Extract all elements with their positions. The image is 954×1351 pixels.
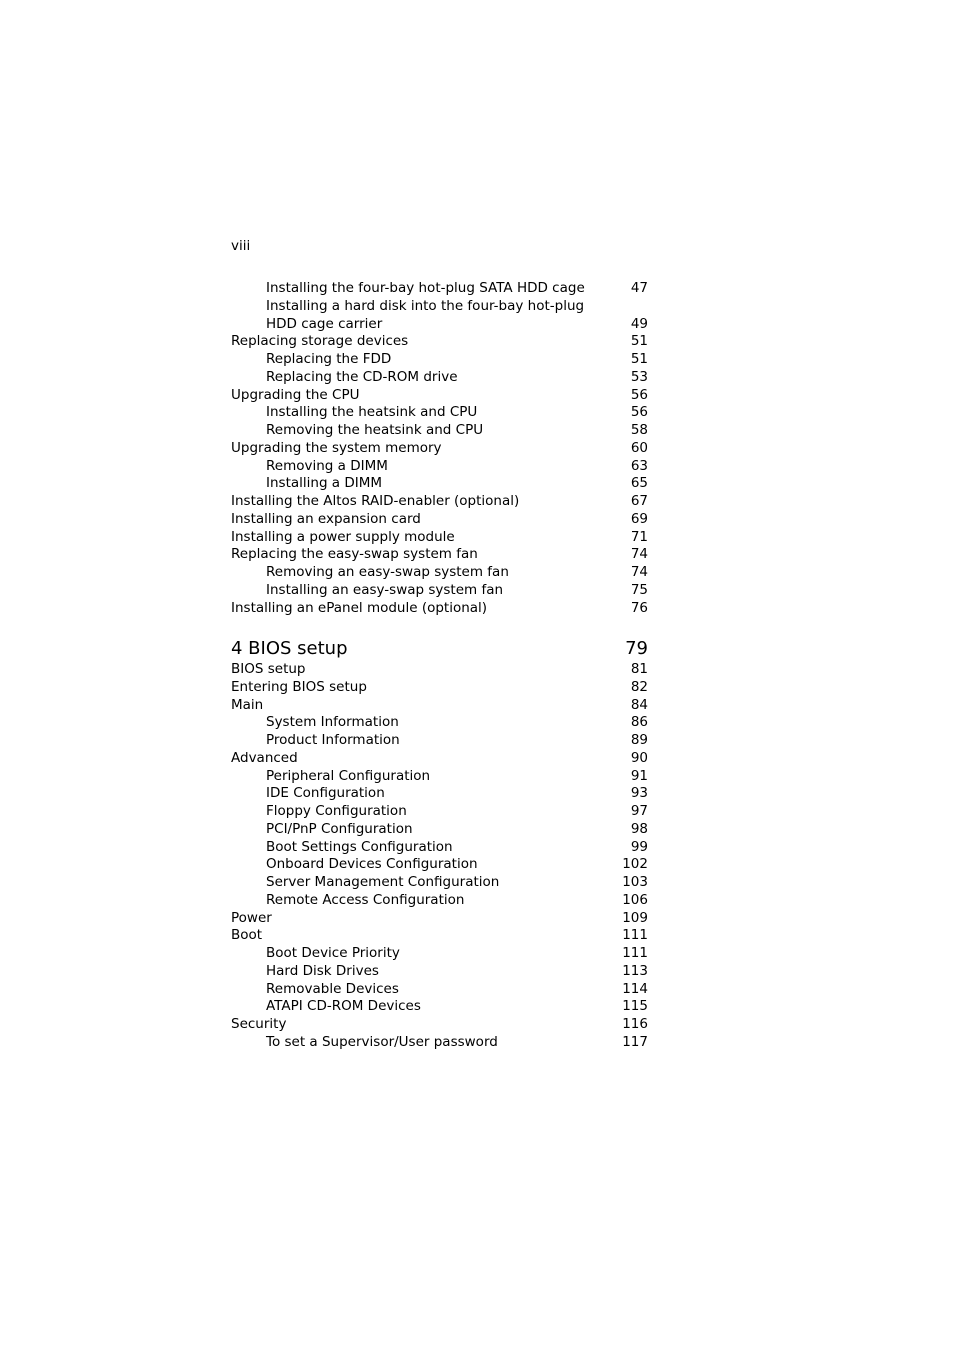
page-number: viii [231, 238, 251, 254]
toc-entry[interactable] [231, 732, 648, 750]
toc-entry-page: 81 [630, 661, 648, 677]
toc-entry-label: Installing an expansion card [231, 510, 421, 527]
toc-entry-label: Installing a hard disk into the four-bay hot-plug [266, 297, 585, 314]
toc-section-bios-setup [231, 636, 648, 1052]
toc-entry-label: Replacing the FDD [266, 351, 392, 367]
toc-entry[interactable] [231, 351, 648, 369]
toc-entry-label: System Information [266, 714, 399, 731]
toc-entry-label: Peripheral Configuration [266, 767, 431, 784]
toc-entry-label: Boot Settings Configuration [266, 838, 453, 855]
toc-entry-label: Main [231, 696, 264, 713]
toc-entry[interactable] [231, 404, 648, 422]
toc-entry-page: 53 [630, 368, 648, 385]
toc-entry[interactable] [231, 422, 648, 440]
toc-section-storage-cpu-memory [231, 280, 648, 617]
toc-entry[interactable] [231, 511, 648, 529]
toc-entry-label: Advanced [231, 749, 298, 766]
toc-entry[interactable] [231, 803, 648, 821]
toc-entry-page: 65 [630, 475, 648, 492]
chapter-title: 4 BIOS setup [231, 638, 348, 659]
toc-entry-label: Boot [231, 927, 263, 944]
toc-entry-label: Server Management Configuration [266, 874, 500, 890]
toc-entry-page: 75 [630, 581, 648, 598]
toc-entry-page: 109 [622, 909, 648, 926]
toc-entry-label: Installing the heatsink and CPU [266, 404, 478, 421]
toc-entry-page: 69 [630, 510, 648, 527]
toc-entry-label: Installing a power supply module [231, 528, 455, 545]
toc-entry[interactable] [231, 892, 648, 910]
toc-entry-label: Removing the heatsink and CPU [266, 422, 484, 438]
toc-entry[interactable] [231, 679, 648, 697]
toc-entry-label: Product Information [266, 732, 400, 748]
toc-entry-label: Installing the four-bay hot-plug SATA HDD cage [266, 280, 585, 296]
toc-entry-page: 114 [622, 980, 648, 997]
toc-entry[interactable] [231, 910, 648, 928]
toc-entry-page: 98 [630, 820, 648, 837]
toc-entry-page: 102 [622, 856, 648, 873]
toc-entry-label: Installing an ePanel module (optional) [231, 599, 488, 616]
toc-entry-page: 111 [622, 927, 648, 944]
toc-entry-label: HDD cage carrier [266, 315, 383, 332]
toc-entry[interactable] [231, 998, 648, 1016]
toc-entry-page: 56 [630, 386, 648, 403]
chapter-heading[interactable] [231, 636, 648, 661]
toc-entry-label: Replacing storage devices [231, 333, 409, 350]
toc-entry-page: 60 [630, 439, 648, 456]
toc-entry-page: 49 [630, 315, 648, 332]
toc-entry[interactable] [231, 697, 648, 715]
toc-entry[interactable] [231, 369, 648, 387]
toc-entry-page: 93 [630, 785, 648, 802]
toc-entry[interactable] [231, 316, 648, 334]
toc-entry[interactable] [231, 493, 648, 511]
toc-entry-label: Replacing the easy-swap system fan [231, 546, 478, 563]
toc-entry-label: ATAPI CD-ROM Devices [266, 998, 421, 1015]
toc-entry-page: 86 [630, 714, 648, 731]
toc-entry-label: To set a Supervisor/User password [266, 1033, 498, 1050]
toc-entry-page: 106 [622, 891, 648, 908]
toc-entry-page: 58 [630, 422, 648, 438]
toc-entry[interactable] [231, 564, 648, 582]
toc-entry-label: Installing a DIMM [266, 475, 383, 492]
toc-entry-label: Upgrading the CPU [231, 386, 360, 403]
toc-entry-page: 82 [630, 678, 648, 695]
toc-entry[interactable] [231, 582, 648, 600]
toc-entry-page: 51 [630, 351, 648, 367]
toc-entry-page: 117 [622, 1033, 648, 1050]
toc-entry-label: Installing the Altos RAID-enabler (optional) [231, 493, 520, 509]
toc-entry-page: 74 [630, 546, 648, 563]
toc-entry-page: 111 [622, 945, 648, 961]
toc-entry[interactable] [231, 714, 648, 732]
toc-entry-label: Remote Access Configuration [266, 891, 465, 908]
toc-entry-label: Security [231, 1016, 287, 1032]
toc-entry-label: Replacing the CD-ROM drive [266, 368, 458, 385]
toc-entry-page: 74 [630, 564, 648, 580]
toc-entry-page: 116 [622, 1016, 648, 1032]
toc-entry-page: 56 [630, 404, 648, 421]
toc-entry[interactable] [231, 821, 648, 839]
toc-entry-page: 63 [630, 457, 648, 474]
toc-entry-label: Upgrading the system memory [231, 439, 442, 456]
toc-entry[interactable] [231, 661, 648, 679]
toc-entry-page: 115 [622, 998, 648, 1015]
toc-entry[interactable] [231, 768, 648, 786]
toc-entry-label: Removing a DIMM [266, 457, 388, 474]
toc-entry-page: 113 [622, 962, 648, 979]
toc-entry-label: Removable Devices [266, 980, 399, 997]
toc-entry[interactable] [231, 1034, 648, 1052]
toc-entry[interactable] [231, 927, 648, 945]
toc-entry-page: 76 [630, 599, 648, 616]
toc-entry-label: Floppy Configuration [266, 803, 407, 819]
toc-entry[interactable] [231, 440, 648, 458]
toc-entry-label: Power [231, 909, 272, 926]
toc-entry[interactable] [231, 387, 648, 405]
toc-entry-label: Hard Disk Drives [266, 962, 379, 979]
toc-entry-label: BIOS setup [231, 661, 306, 677]
toc-entries [231, 661, 648, 1052]
toc-entry[interactable] [231, 874, 648, 892]
toc-entry-label: Removing an easy-swap system fan [266, 564, 509, 580]
toc-entry-label: Boot Device Priority [266, 945, 400, 961]
toc-entry[interactable] [231, 945, 648, 963]
toc-entry-page: 90 [630, 749, 648, 766]
toc-entry[interactable] [231, 981, 648, 999]
toc-entry[interactable] [231, 600, 648, 618]
toc-entry-page: 71 [630, 528, 648, 545]
toc-entry[interactable] [231, 785, 648, 803]
toc-entry[interactable] [231, 458, 648, 476]
toc-entry-page: 84 [630, 696, 648, 713]
toc-entry-label: IDE Configuration [266, 785, 385, 802]
toc-entry-page: 99 [630, 838, 648, 855]
toc-entry[interactable] [231, 963, 648, 981]
toc-entry-page: 67 [630, 493, 648, 509]
toc-entry[interactable] [231, 333, 648, 351]
toc-entry[interactable] [231, 529, 648, 547]
chapter-page-number: 79 [625, 638, 648, 659]
toc-entry-page: 89 [630, 732, 648, 748]
toc-entry-label: PCI/PnP Configuration [266, 820, 413, 837]
toc-entry-label: Installing an easy-swap system fan [266, 581, 504, 598]
toc-entry[interactable] [231, 856, 648, 874]
toc-entry[interactable] [231, 280, 648, 298]
toc-entry-page: 47 [630, 280, 648, 296]
toc-entry[interactable] [231, 750, 648, 768]
toc-entry-page: 103 [622, 874, 648, 890]
toc-entry[interactable] [231, 298, 648, 316]
toc-entry[interactable] [231, 1016, 648, 1034]
toc-entry-page: 97 [630, 803, 648, 819]
toc-entry-label: Onboard Devices Configuration [266, 856, 478, 873]
toc-entry[interactable] [231, 475, 648, 493]
toc-entry-page: 91 [630, 767, 648, 784]
toc-entry-label: Entering BIOS setup [231, 678, 367, 695]
toc-entry[interactable] [231, 839, 648, 857]
toc-entry-page: 51 [630, 333, 648, 350]
toc-entry[interactable] [231, 546, 648, 564]
